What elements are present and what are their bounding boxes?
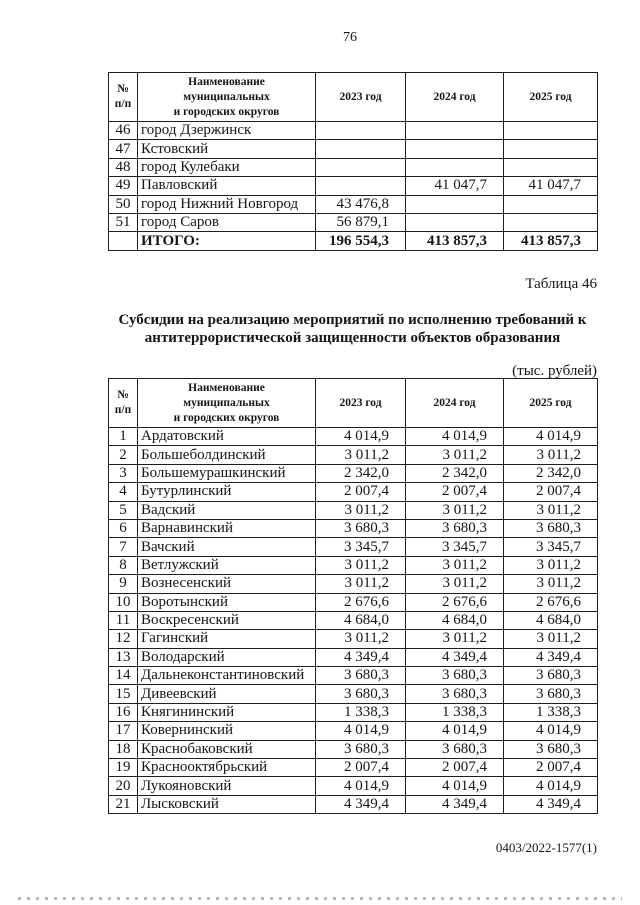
value-2024: 41 047,7: [406, 177, 504, 195]
value-2024: 2 342,0: [406, 464, 504, 482]
municipality-name: Лысковский: [138, 795, 316, 813]
value-2024: 4 014,9: [406, 777, 504, 795]
municipality-name: Воскресенский: [138, 611, 316, 629]
row-number: 50: [109, 195, 138, 213]
value-2025: 2 007,4: [504, 483, 598, 501]
row-number: 9: [109, 575, 138, 593]
value-2023: 3 011,2: [316, 575, 406, 593]
value-2023: 2 676,6: [316, 593, 406, 611]
table-row: [109, 158, 598, 176]
value-2023: 4 349,4: [316, 648, 406, 666]
value-2025: 4 014,9: [504, 777, 598, 795]
table-row: [109, 122, 598, 140]
value-2024: 4 014,9: [406, 722, 504, 740]
value-2024: 3 011,2: [406, 556, 504, 574]
table-title: [100, 311, 605, 347]
value-2024: [406, 122, 504, 140]
row-number: 46: [109, 122, 138, 140]
title-line: Субсидии на реализацию мероприятий по исполнению требований к: [118, 312, 587, 328]
table-row: [109, 140, 598, 158]
total-2023: 196 554,3: [316, 232, 406, 250]
table-header-row: [109, 379, 598, 428]
value-2023: 4 014,9: [316, 777, 406, 795]
value-2024: 4 684,0: [406, 611, 504, 629]
table-row: [109, 667, 598, 685]
municipality-name: город Саров: [138, 213, 316, 231]
value-2024: 3 680,3: [406, 519, 504, 537]
row-number: 4: [109, 483, 138, 501]
municipality-name: Бутурлинский: [138, 483, 316, 501]
row-number: 7: [109, 538, 138, 556]
municipality-name: Володарский: [138, 648, 316, 666]
value-2023: [316, 158, 406, 176]
value-2025: 3 680,3: [504, 685, 598, 703]
table-row: [109, 795, 598, 813]
total-label: ИТОГО:: [138, 232, 316, 250]
header-number-sign: №: [117, 389, 129, 401]
value-2025: [504, 158, 598, 176]
title-line: антитеррористической защищенности объектов образования: [144, 330, 561, 346]
table-row: [109, 593, 598, 611]
value-2024: 3 680,3: [406, 740, 504, 758]
value-2025: [504, 122, 598, 140]
units-label: (тыс. рублей): [512, 363, 597, 379]
value-2024: 4 014,9: [406, 428, 504, 446]
value-2025: 2 007,4: [504, 759, 598, 777]
header-name-line: и городских округов: [173, 105, 280, 118]
header-number-abbr: п/п: [114, 404, 132, 416]
document-code: 0403/2022-1577(1): [495, 840, 597, 855]
column-header-2023: 2023 год: [316, 379, 406, 428]
row-number: 14: [109, 667, 138, 685]
value-2023: 3 345,7: [316, 538, 406, 556]
municipality-name: Кстовский: [138, 140, 316, 158]
row-number: 19: [109, 759, 138, 777]
table-row: [109, 556, 598, 574]
table-46: [108, 378, 598, 814]
municipality-name: Дивеевский: [138, 685, 316, 703]
municipality-name: Воротынский: [138, 593, 316, 611]
value-2024: 3 011,2: [406, 446, 504, 464]
table-row: [109, 611, 598, 629]
header-name-line: муниципальных: [183, 90, 270, 103]
municipality-name: Дальнеконстантиновский: [138, 667, 316, 685]
value-2023: [316, 122, 406, 140]
municipality-name: Княгининский: [138, 703, 316, 721]
table-body: [109, 122, 598, 232]
row-number: 8: [109, 556, 138, 574]
value-2023: 4 349,4: [316, 795, 406, 813]
table-row: [109, 501, 598, 519]
table-row: [109, 630, 598, 648]
table-row: [109, 446, 598, 464]
value-2024: 3 680,3: [406, 667, 504, 685]
value-2025: 3 011,2: [504, 630, 598, 648]
row-number: 5: [109, 501, 138, 519]
value-2025: 3 345,7: [504, 538, 598, 556]
value-2025: 3 680,3: [504, 519, 598, 537]
table-row: [109, 213, 598, 231]
column-header-2023: 2023 год: [316, 73, 406, 122]
value-2024: 4 349,4: [406, 648, 504, 666]
value-2025: 2 676,6: [504, 593, 598, 611]
value-2023: [316, 177, 406, 195]
table-row: [109, 777, 598, 795]
table-row: [109, 740, 598, 758]
row-number: 11: [109, 611, 138, 629]
municipality-name: Варнавинский: [138, 519, 316, 537]
row-number: 6: [109, 519, 138, 537]
table-row: [109, 519, 598, 537]
municipality-name: Ковернинский: [138, 722, 316, 740]
table-row: [109, 177, 598, 195]
municipality-name: Большемурашкинский: [138, 464, 316, 482]
value-2023: 3 011,2: [316, 501, 406, 519]
municipality-name: Павловский: [138, 177, 316, 195]
value-2024: [406, 195, 504, 213]
value-2024: 3 345,7: [406, 538, 504, 556]
header-number-abbr: п/п: [114, 98, 132, 110]
value-2023: 56 879,1: [316, 213, 406, 231]
value-2023: 3 680,3: [316, 685, 406, 703]
value-2023: 3 011,2: [316, 630, 406, 648]
value-2024: 3 011,2: [406, 630, 504, 648]
value-2025: 2 342,0: [504, 464, 598, 482]
column-header-name: [138, 73, 316, 122]
value-2023: 4 014,9: [316, 428, 406, 446]
row-number: 13: [109, 648, 138, 666]
column-header-number: [109, 379, 138, 428]
value-2024: 2 676,6: [406, 593, 504, 611]
value-2025: 3 680,3: [504, 667, 598, 685]
value-2025: 3 680,3: [504, 740, 598, 758]
row-number: 10: [109, 593, 138, 611]
value-2024: 4 349,4: [406, 795, 504, 813]
value-2025: 41 047,7: [504, 177, 598, 195]
value-2023: 43 476,8: [316, 195, 406, 213]
value-2023: 3 680,3: [316, 667, 406, 685]
row-number: 15: [109, 685, 138, 703]
header-number-sign: №: [117, 83, 129, 95]
value-2024: 2 007,4: [406, 759, 504, 777]
value-2023: 3 011,2: [316, 446, 406, 464]
row-number: 17: [109, 722, 138, 740]
table-row: [109, 575, 598, 593]
row-number: 3: [109, 464, 138, 482]
value-2024: 3 680,3: [406, 685, 504, 703]
value-2025: 4 684,0: [504, 611, 598, 629]
column-header-2025: 2025 год: [504, 73, 598, 122]
total-number-cell: [109, 232, 138, 250]
value-2024: [406, 158, 504, 176]
row-number: 12: [109, 630, 138, 648]
value-2024: [406, 140, 504, 158]
total-2025: 413 857,3: [504, 232, 598, 250]
municipality-name: город Дзержинск: [138, 122, 316, 140]
page-number: 76: [343, 30, 357, 45]
municipality-name: Вадский: [138, 501, 316, 519]
value-2023: 2 007,4: [316, 483, 406, 501]
row-number: 47: [109, 140, 138, 158]
value-2023: 4 014,9: [316, 722, 406, 740]
table-row: [109, 538, 598, 556]
value-2023: 4 684,0: [316, 611, 406, 629]
municipality-name: Вачский: [138, 538, 316, 556]
value-2025: 3 011,2: [504, 556, 598, 574]
value-2025: [504, 140, 598, 158]
value-2025: 3 011,2: [504, 446, 598, 464]
value-2023: 2 342,0: [316, 464, 406, 482]
row-number: 48: [109, 158, 138, 176]
value-2025: 4 014,9: [504, 722, 598, 740]
header-name-line: Наименование: [188, 381, 265, 394]
column-header-2025: 2025 год: [504, 379, 598, 428]
municipality-name: город Нижний Новгород: [138, 195, 316, 213]
table-row: [109, 722, 598, 740]
value-2025: [504, 195, 598, 213]
value-2024: 3 011,2: [406, 575, 504, 593]
column-header-name: [138, 379, 316, 428]
table-row: [109, 703, 598, 721]
table-row: [109, 685, 598, 703]
table-label: Таблица 46: [525, 276, 597, 292]
scan-noise: [18, 897, 622, 900]
municipality-name: Краснобаковский: [138, 740, 316, 758]
table-row: [109, 759, 598, 777]
municipality-name: Гагинский: [138, 630, 316, 648]
value-2025: 3 011,2: [504, 501, 598, 519]
table-row: [109, 428, 598, 446]
row-number: 2: [109, 446, 138, 464]
column-header-2024: 2024 год: [406, 379, 504, 428]
header-name-line: муниципальных: [183, 396, 270, 409]
value-2025: 1 338,3: [504, 703, 598, 721]
municipality-name: Ардатовский: [138, 428, 316, 446]
total-row: [109, 232, 598, 250]
municipality-name: Лукояновский: [138, 777, 316, 795]
header-name-line: и городских округов: [173, 411, 280, 424]
table-body: [109, 428, 598, 814]
value-2025: 4 014,9: [504, 428, 598, 446]
table-header-row: [109, 73, 598, 122]
continued-table: [108, 72, 598, 251]
total-2024: 413 857,3: [406, 232, 504, 250]
header-name-line: Наименование: [188, 75, 265, 88]
row-number: 51: [109, 213, 138, 231]
table-row: [109, 483, 598, 501]
row-number: 1: [109, 428, 138, 446]
row-number: 21: [109, 795, 138, 813]
value-2025: 3 011,2: [504, 575, 598, 593]
value-2023: 2 007,4: [316, 759, 406, 777]
value-2024: 1 338,3: [406, 703, 504, 721]
row-number: 16: [109, 703, 138, 721]
value-2023: 3 011,2: [316, 556, 406, 574]
value-2025: 4 349,4: [504, 795, 598, 813]
value-2025: 4 349,4: [504, 648, 598, 666]
row-number: 49: [109, 177, 138, 195]
municipality-name: Краснооктябрьский: [138, 759, 316, 777]
column-header-2024: 2024 год: [406, 73, 504, 122]
municipality-name: город Кулебаки: [138, 158, 316, 176]
municipality-name: Вознесенский: [138, 575, 316, 593]
municipality-name: Ветлужский: [138, 556, 316, 574]
table-row: [109, 195, 598, 213]
value-2024: 2 007,4: [406, 483, 504, 501]
value-2023: 3 680,3: [316, 740, 406, 758]
value-2024: [406, 213, 504, 231]
value-2024: 3 011,2: [406, 501, 504, 519]
row-number: 20: [109, 777, 138, 795]
value-2025: [504, 213, 598, 231]
value-2023: [316, 140, 406, 158]
column-header-number: [109, 73, 138, 122]
table-row: [109, 464, 598, 482]
table-row: [109, 648, 598, 666]
value-2023: 3 680,3: [316, 519, 406, 537]
value-2023: 1 338,3: [316, 703, 406, 721]
row-number: 18: [109, 740, 138, 758]
municipality-name: Большеболдинский: [138, 446, 316, 464]
